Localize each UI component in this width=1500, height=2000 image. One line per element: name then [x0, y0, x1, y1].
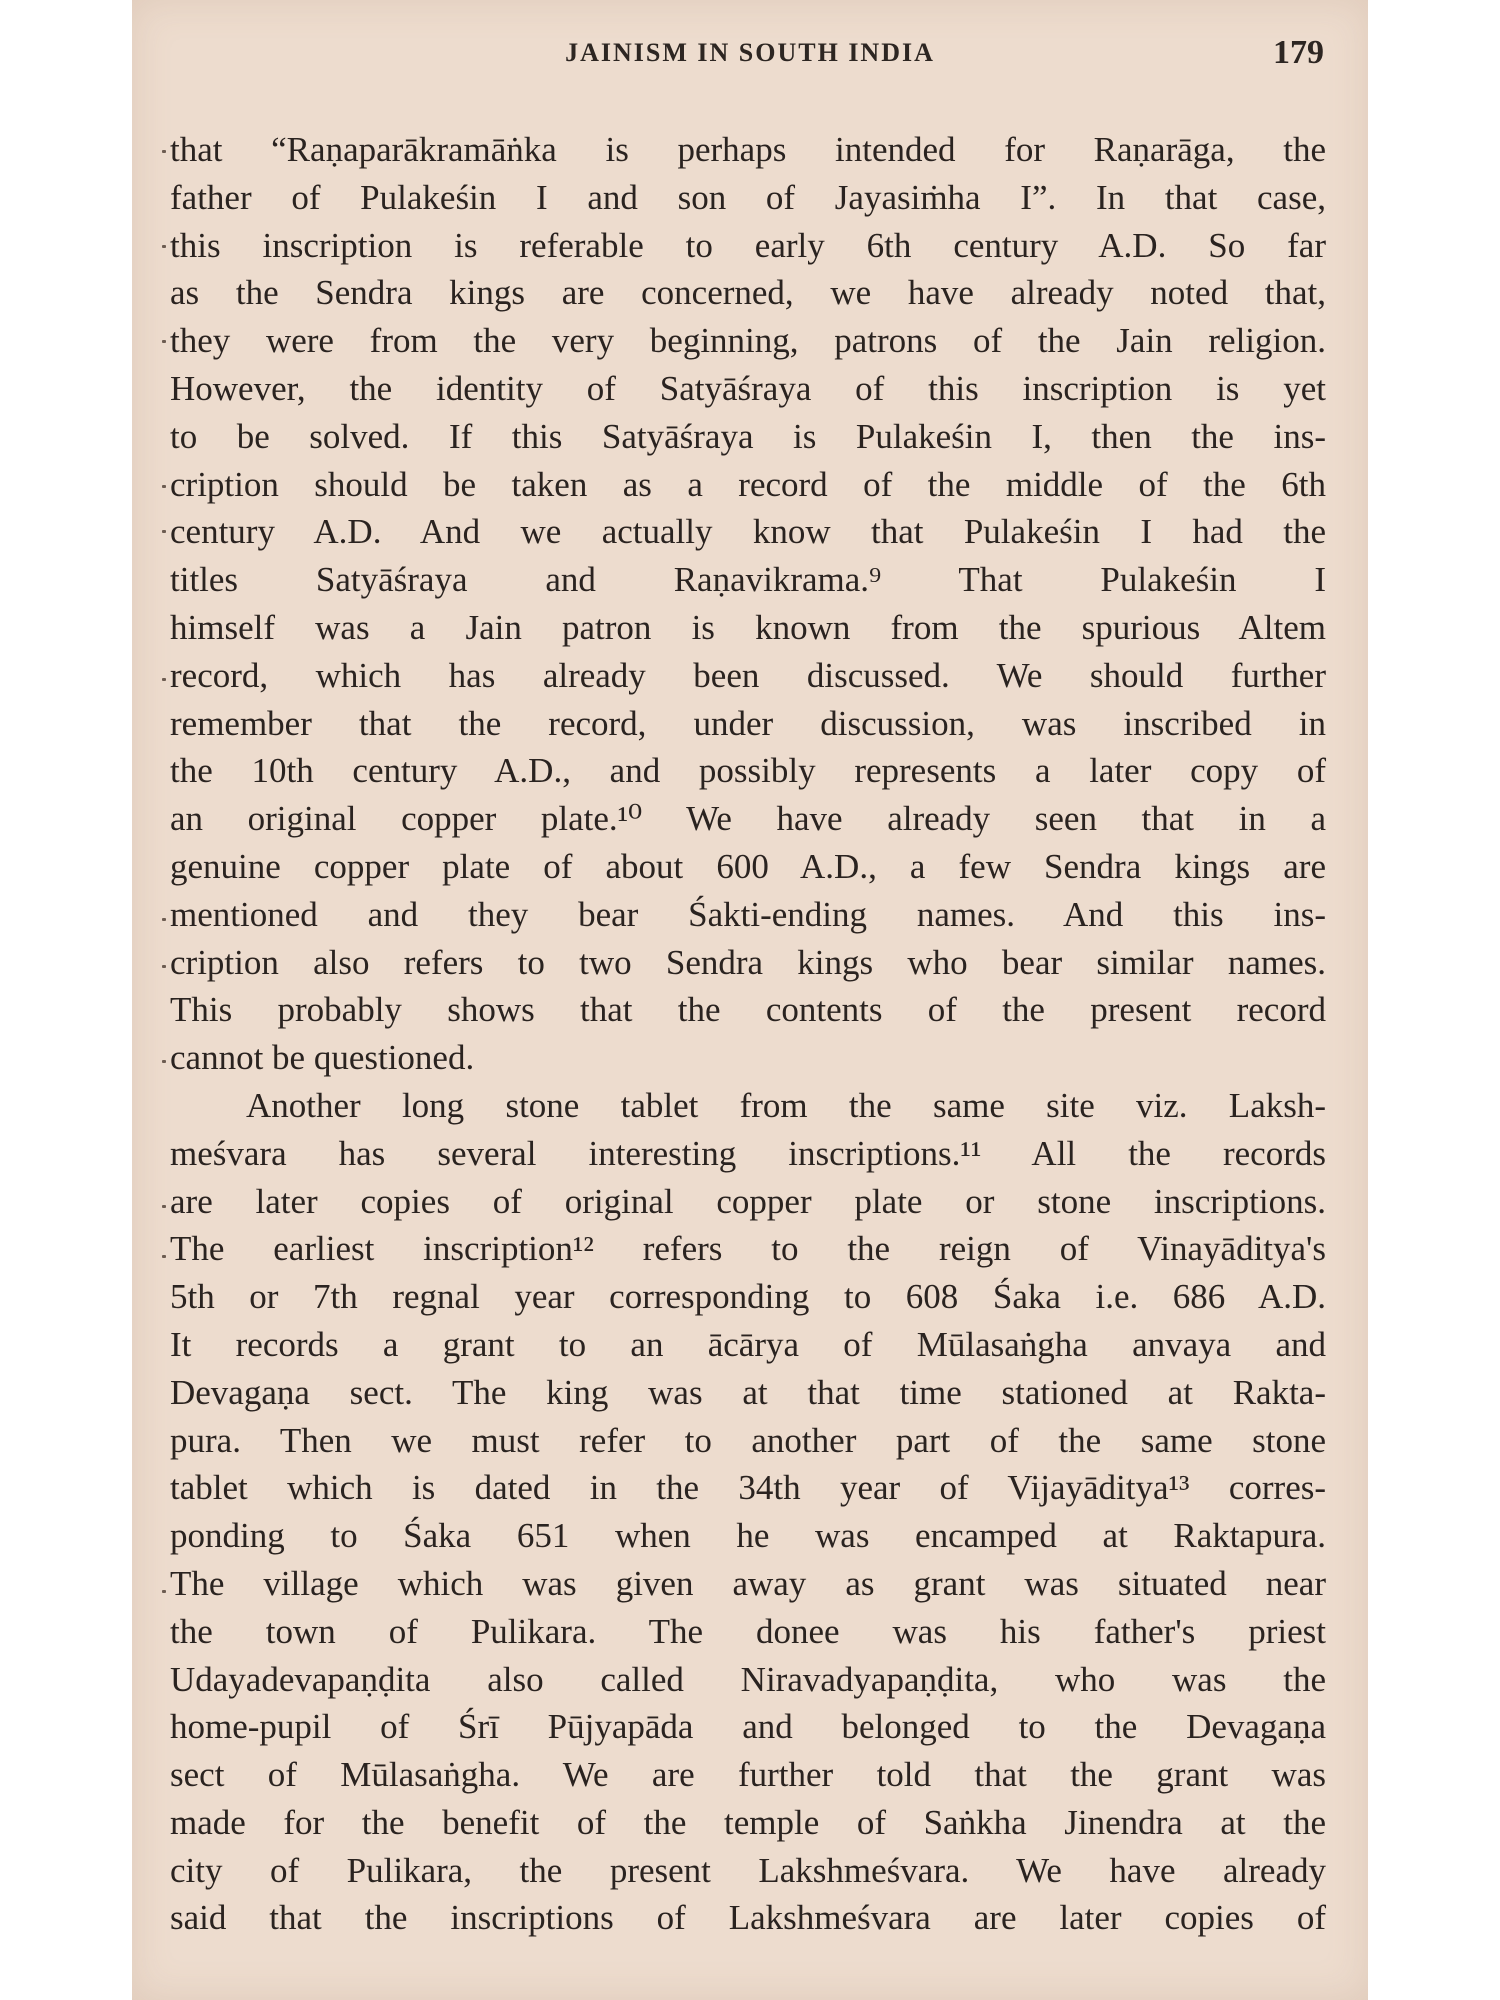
- text-line: tablet which is dated in the 34th year of Vijayāditya¹³ corres-: [170, 1468, 1326, 1508]
- text-line: cription should be taken as a record of the middle of the 6th: [170, 464, 1326, 504]
- text-line: The earliest inscription¹² refers to the reign of Vinayāditya's: [170, 1229, 1326, 1269]
- text-line: the town of Pulikara. The donee was his father's priest: [170, 1611, 1326, 1651]
- text-line: titles Satyāśraya and Raṇavikrama.⁹ That Pulakeśin I: [170, 560, 1326, 600]
- text-line: home-pupil of Śrī Pūjyapāda and belonged to the Devagaṇa: [170, 1707, 1326, 1747]
- text-line: said that the inscriptions of Lakshmeśvara are later copies of: [170, 1898, 1326, 1938]
- text-line: However, the identity of Satyāśraya of this inscription is yet: [170, 368, 1326, 408]
- paragraph-end-line: cannot be questioned.: [170, 1038, 475, 1078]
- text-line: that “Raṇaparākramāṅka is perhaps intended for Raṇarāga, the: [170, 130, 1326, 169]
- text-line: century A.D. And we actually know that Pulakeśin I had the: [170, 512, 1326, 552]
- book-page: [132, 0, 1368, 2000]
- text-line: an original copper plate.¹⁰ We have already seen that in a: [170, 799, 1326, 839]
- text-line: This probably shows that the contents of the present record: [170, 990, 1326, 1030]
- text-line: this inscription is referable to early 6th century A.D. So far: [170, 225, 1326, 265]
- margin-mark: [162, 485, 166, 488]
- text-line: they were from the very beginning, patrons of the Jain religion.: [170, 321, 1326, 361]
- margin-mark: [162, 965, 166, 968]
- text-line: cription also refers to two Sendra kings who bear similar names.: [170, 942, 1326, 982]
- text-line: city of Pulikara, the present Lakshmeśvara. We have already: [170, 1850, 1326, 1890]
- margin-mark: [162, 245, 166, 248]
- text-line: Devagaṇa sect. The king was at that time stationed at Rakta-: [170, 1372, 1326, 1412]
- text-line: father of Pulakeśin I and son of Jayasiṁha I”. In that case,: [170, 177, 1326, 217]
- text-line: as the Sendra kings are concerned, we have already noted that,: [170, 273, 1326, 313]
- margin-mark: [162, 1205, 166, 1208]
- body-text: [170, 126, 1326, 1942]
- text-line: remember that the record, under discussion, was inscribed in: [170, 703, 1326, 743]
- text-line: mentioned and they bear Śakti-ending names. And this ins-: [170, 894, 1326, 934]
- text-line: ponding to Śaka 651 when he was encamped at Raktapura.: [170, 1516, 1326, 1556]
- text-line: record, which has already been discussed. We should further: [170, 655, 1326, 695]
- text-line: Udayadevapaṇḍita also called Niravadyapaṇḍita, who was the: [170, 1659, 1326, 1699]
- text-line: the 10th century A.D., and possibly represents a later copy of: [170, 751, 1326, 791]
- text-line: 5th or 7th regnal year corresponding to 608 Śaka i.e. 686 A.D.: [170, 1277, 1326, 1317]
- running-head: [132, 34, 1368, 74]
- margin-mark: [162, 1060, 166, 1063]
- margin-mark: [162, 530, 166, 533]
- text-line: are later copies of original copper plate or stone inscriptions.: [170, 1181, 1326, 1221]
- text-line: made for the benefit of the temple of Saṅkha Jinendra at the: [170, 1802, 1326, 1842]
- text-line: genuine copper plate of about 600 A.D., a few Sendra kings are: [170, 846, 1326, 886]
- text-line: It records a grant to an ācārya of Mūlasaṅgha anvaya and: [170, 1324, 1326, 1364]
- text-line: meśvara has several interesting inscriptions.¹¹ All the records: [170, 1133, 1326, 1173]
- text-line: pura. Then we must refer to another part of the same stone: [170, 1420, 1326, 1460]
- margin-mark: [162, 678, 166, 681]
- margin-mark: [162, 150, 166, 153]
- margin-mark: [162, 918, 166, 921]
- text-line: himself was a Jain patron is known from the spurious Altem: [170, 607, 1326, 647]
- page-number: 179: [1273, 34, 1324, 71]
- margin-mark: [162, 340, 166, 343]
- text-line: The village which was given away as grant was situated near: [170, 1563, 1326, 1603]
- margin-mark: [162, 1255, 166, 1258]
- margin-mark: [162, 1590, 166, 1593]
- running-title: JAINISM IN SOUTH INDIA: [565, 38, 935, 67]
- paragraph-first-line: Another long stone tablet from the same site viz. Laksh-: [246, 1085, 1326, 1125]
- text-line: to be solved. If this Satyāśraya is Pulakeśin I, then the ins-: [170, 416, 1326, 456]
- text-line: sect of Mūlasaṅgha. We are further told that the grant was: [170, 1755, 1326, 1795]
